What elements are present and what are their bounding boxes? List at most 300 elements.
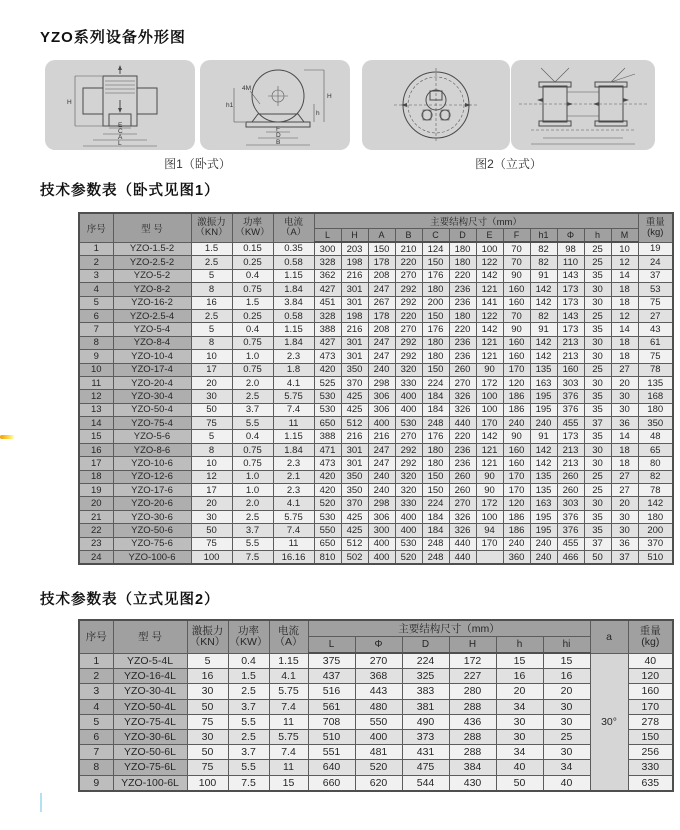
- dimension-cell: 160: [503, 296, 530, 309]
- dimension-cell: 320: [395, 484, 422, 497]
- dimension-cell: 425: [341, 510, 368, 523]
- dimension-cell: 90: [503, 269, 530, 282]
- power-cell: 7.5: [228, 775, 269, 791]
- force-cell: 75: [191, 537, 232, 550]
- dimension-cell: 247: [368, 443, 395, 456]
- dimension-cell: 18: [611, 283, 638, 296]
- dimension-cell: 375: [308, 653, 355, 669]
- dimension-cell: 236: [449, 443, 476, 456]
- figure2-top-drawing: [362, 60, 510, 150]
- power-cell: 2.5: [228, 729, 269, 744]
- dimension-cell: 163: [530, 376, 557, 389]
- current-cell: 2.3: [273, 350, 314, 363]
- dim-col-header: h1: [530, 229, 557, 243]
- dim-col-header: Φ: [355, 637, 402, 654]
- dimension-cell: 292: [395, 296, 422, 309]
- dimension-cell: 20: [496, 684, 543, 699]
- table-row: [79, 283, 673, 296]
- model-cell: YZO-50-4: [113, 403, 191, 416]
- weight-cell: 48: [638, 430, 673, 443]
- current-cell: 7.4: [273, 403, 314, 416]
- weight-cell: 142: [638, 497, 673, 510]
- dimension-cell: 530: [395, 417, 422, 430]
- dimension-cell: 376: [557, 403, 584, 416]
- table-row: [79, 323, 673, 336]
- weight-cell: 43: [638, 323, 673, 336]
- dimension-cell: 100: [476, 390, 503, 403]
- dimension-cell: 25: [584, 484, 611, 497]
- dimension-cell: 270: [355, 653, 402, 669]
- dimension-cell: 186: [503, 403, 530, 416]
- dimension-cell: 135: [530, 363, 557, 376]
- dimension-cell: 30: [584, 296, 611, 309]
- dimension-cell: 240: [368, 484, 395, 497]
- row-number-cell: 7: [79, 745, 113, 760]
- dimension-cell: 520: [395, 550, 422, 564]
- current-cell: 11: [273, 537, 314, 550]
- force-cell: 75: [191, 417, 232, 430]
- dimension-cell: 247: [368, 283, 395, 296]
- dimension-cell: 142: [530, 296, 557, 309]
- dimension-cell: 36: [611, 537, 638, 550]
- dimension-cell: 142: [476, 430, 503, 443]
- table-row: [79, 296, 673, 309]
- table-row: [79, 430, 673, 443]
- dimension-cell: 30: [584, 336, 611, 349]
- horizontal-params-table: [78, 212, 674, 565]
- dimension-cell: 16: [496, 669, 543, 684]
- table-row: [79, 497, 673, 510]
- table-row: [79, 684, 673, 699]
- figure1-horizontal-end-view: [200, 60, 350, 150]
- dimension-cell: 376: [557, 510, 584, 523]
- dimension-cell: 70: [503, 256, 530, 269]
- dimension-cell: 301: [341, 457, 368, 470]
- dim-label-E: E: [118, 122, 123, 129]
- dimension-cell: 240: [530, 550, 557, 564]
- dimension-cell: 91: [530, 323, 557, 336]
- dim-col-header: L: [314, 229, 341, 243]
- dimension-cell: 240: [368, 470, 395, 483]
- dimension-cell: 180: [422, 443, 449, 456]
- dimension-cell: 370: [341, 376, 368, 389]
- dimension-cell: 660: [308, 775, 355, 791]
- section1-title: 技术参数表（卧式见图1）: [40, 183, 220, 199]
- dimension-cell: 173: [557, 283, 584, 296]
- dimension-cell: 30: [584, 443, 611, 456]
- row-number-cell: 20: [79, 497, 113, 510]
- dimension-cell: 473: [314, 350, 341, 363]
- dimension-cell: 90: [476, 470, 503, 483]
- dimension-cell: 220: [395, 256, 422, 269]
- dimension-cell: 213: [557, 350, 584, 363]
- model-cell: YZO-30-6L: [113, 729, 187, 744]
- dimension-cell: 303: [557, 376, 584, 389]
- row-number-cell: 10: [79, 363, 113, 376]
- dimension-cell: 213: [557, 443, 584, 456]
- dimension-cell: 326: [449, 524, 476, 537]
- dimension-cell: 186: [503, 524, 530, 537]
- dimension-cell: 18: [611, 296, 638, 309]
- dimension-cell: 27: [611, 484, 638, 497]
- dimension-cell: 440: [449, 537, 476, 550]
- dimension-cell: 176: [422, 323, 449, 336]
- dimension-cell: 18: [611, 457, 638, 470]
- dimension-cell: 425: [341, 390, 368, 403]
- dimension-cell: 510: [308, 729, 355, 744]
- dimension-cell: 120: [503, 497, 530, 510]
- dimension-cell: 240: [530, 417, 557, 430]
- dimension-cell: 37: [611, 550, 638, 564]
- dimension-cell: 94: [476, 524, 503, 537]
- table-row: [79, 256, 673, 269]
- dimension-cell: 184: [422, 390, 449, 403]
- dimension-cell: 306: [368, 403, 395, 416]
- dimension-cell: 176: [422, 269, 449, 282]
- force-cell: 1.5: [191, 242, 232, 256]
- dimension-cell: 30: [584, 283, 611, 296]
- page-title: YZO系列设备外形图: [40, 29, 186, 46]
- dimension-cell: 328: [314, 256, 341, 269]
- dimension-cell: 12: [611, 309, 638, 322]
- weight-cell: 61: [638, 336, 673, 349]
- dimension-cell: 180: [449, 309, 476, 322]
- dimension-cell: 550: [355, 714, 402, 729]
- dimension-cell: 30: [543, 745, 590, 760]
- table-row: [79, 363, 673, 376]
- dimension-cell: 325: [402, 669, 449, 684]
- row-number-cell: 14: [79, 417, 113, 430]
- dim-label-H: H: [67, 99, 72, 106]
- dimension-cell: 455: [557, 417, 584, 430]
- model-cell: YZO-1.5-2: [113, 242, 191, 256]
- dimension-cell: 16: [543, 669, 590, 684]
- dimension-cell: 30: [496, 729, 543, 744]
- dim-col-header: h: [584, 229, 611, 243]
- weight-cell: 27: [638, 309, 673, 322]
- dimension-cell: 40: [543, 775, 590, 791]
- table-row: [79, 484, 673, 497]
- dimension-cell: 170: [503, 363, 530, 376]
- table-row: [79, 510, 673, 523]
- power-cell: 5.5: [232, 537, 273, 550]
- dimension-cell: 260: [449, 484, 476, 497]
- row-number-cell: 11: [79, 376, 113, 389]
- table-row: [79, 524, 673, 537]
- col-header-angle: a: [590, 620, 628, 653]
- dimension-cell: 40: [496, 760, 543, 775]
- power-cell: 1.0: [232, 484, 273, 497]
- dimension-cell: 473: [314, 457, 341, 470]
- dimension-cell: 248: [422, 417, 449, 430]
- dimension-cell: 280: [449, 684, 496, 699]
- col-header-power: 功率 （KW）: [232, 213, 273, 242]
- dimension-cell: 384: [449, 760, 496, 775]
- weight-cell: 168: [638, 390, 673, 403]
- current-cell: 1.84: [273, 336, 314, 349]
- dimension-cell: 90: [476, 484, 503, 497]
- table-row: [79, 714, 673, 729]
- dimension-cell: 50: [584, 550, 611, 564]
- dimension-cell: 14: [611, 269, 638, 282]
- dimension-cell: 350: [341, 470, 368, 483]
- dimension-cell: 520: [355, 760, 402, 775]
- dimension-cell: 124: [422, 242, 449, 256]
- dim-label-h: h: [316, 110, 320, 117]
- current-cell: 16.16: [273, 550, 314, 564]
- figure1-horizontal-side-view: [45, 60, 195, 150]
- dimension-cell: 620: [355, 775, 402, 791]
- dimension-cell: 180: [422, 336, 449, 349]
- dimension-cell: 370: [341, 497, 368, 510]
- dimension-cell: 82: [530, 242, 557, 256]
- dimension-cell: 650: [314, 537, 341, 550]
- weight-cell: 200: [638, 524, 673, 537]
- stray-mark-blue: [40, 793, 42, 812]
- weight-cell: 180: [638, 510, 673, 523]
- weight-cell: 170: [628, 699, 673, 714]
- force-cell: 17: [191, 484, 232, 497]
- model-cell: YZO-20-4: [113, 376, 191, 389]
- dimension-cell: 121: [476, 283, 503, 296]
- dimension-cell: 298: [368, 376, 395, 389]
- col-header-model: 型 号: [113, 620, 187, 653]
- power-cell: 2.5: [232, 390, 273, 403]
- dim-label-4M: 4M: [242, 85, 252, 92]
- table-row: [79, 417, 673, 430]
- dimension-cell: 306: [368, 390, 395, 403]
- current-cell: 1.84: [273, 443, 314, 456]
- model-cell: YZO-16-4L: [113, 669, 187, 684]
- dimension-cell: 373: [402, 729, 449, 744]
- model-cell: YZO-50-6L: [113, 745, 187, 760]
- power-cell: 3.7: [228, 699, 269, 714]
- table-row: [79, 269, 673, 282]
- table-row: [79, 653, 673, 669]
- model-cell: YZO-10-6: [113, 457, 191, 470]
- dimension-cell: 420: [314, 484, 341, 497]
- weight-cell: 120: [628, 669, 673, 684]
- table-row: [79, 729, 673, 744]
- dimension-cell: 512: [341, 417, 368, 430]
- dimension-cell: 288: [449, 729, 496, 744]
- table-row: [79, 336, 673, 349]
- power-cell: 0.4: [228, 653, 269, 669]
- dimension-cell: 300: [314, 242, 341, 256]
- force-cell: 2.5: [191, 256, 232, 269]
- model-cell: YZO-30-6: [113, 510, 191, 523]
- dimension-cell: 14: [611, 430, 638, 443]
- dimension-cell: 425: [341, 403, 368, 416]
- dimension-cell: 530: [314, 390, 341, 403]
- dimension-cell: 186: [503, 390, 530, 403]
- dimension-cell: 35: [584, 323, 611, 336]
- row-number-cell: 23: [79, 537, 113, 550]
- current-cell: 1.84: [273, 283, 314, 296]
- dimension-cell: 160: [503, 283, 530, 296]
- weight-cell: 160: [628, 684, 673, 699]
- dimension-cell: 143: [557, 269, 584, 282]
- dimension-cell: 180: [422, 283, 449, 296]
- col-header-dimensions: 主要结构尺寸（mm）: [308, 620, 590, 637]
- current-cell: 7.4: [269, 699, 308, 714]
- current-cell: 7.4: [269, 745, 308, 760]
- power-cell: 3.7: [232, 403, 273, 416]
- model-cell: YZO-75-6: [113, 537, 191, 550]
- dimension-cell: 270: [395, 430, 422, 443]
- current-cell: 1.15: [273, 269, 314, 282]
- dimension-cell: 35: [584, 510, 611, 523]
- dimension-cell: 120: [503, 376, 530, 389]
- col-header-no: 序号: [79, 213, 113, 242]
- dimension-cell: 37: [584, 417, 611, 430]
- row-number-cell: 17: [79, 457, 113, 470]
- dimension-cell: 110: [557, 256, 584, 269]
- dimension-cell: 30: [584, 497, 611, 510]
- dimension-cell: 466: [557, 550, 584, 564]
- dimension-cell: 18: [611, 336, 638, 349]
- model-cell: YZO-8-4: [113, 336, 191, 349]
- row-number-cell: 16: [79, 443, 113, 456]
- current-cell: 5.75: [269, 729, 308, 744]
- dimension-cell: 298: [368, 497, 395, 510]
- dimension-cell: 180: [449, 242, 476, 256]
- dimension-cell: 142: [530, 336, 557, 349]
- weight-cell: 37: [638, 269, 673, 282]
- current-cell: 11: [273, 417, 314, 430]
- dimension-cell: 160: [503, 443, 530, 456]
- dimension-cell: 170: [476, 537, 503, 550]
- dimension-cell: 30: [611, 403, 638, 416]
- dimension-cell: 210: [395, 242, 422, 256]
- col-header-dimensions: 主要结构尺寸（mm）: [314, 213, 638, 229]
- dimension-cell: 376: [557, 524, 584, 537]
- model-cell: YZO-100-6L: [113, 775, 187, 791]
- row-number-cell: 4: [79, 699, 113, 714]
- dimension-cell: 220: [449, 323, 476, 336]
- dimension-cell: 240: [368, 363, 395, 376]
- weight-cell: 350: [638, 417, 673, 430]
- weight-cell: 256: [628, 745, 673, 760]
- figure2-vertical-top-view: [362, 60, 510, 150]
- dimension-cell: 270: [449, 376, 476, 389]
- dimension-cell: 420: [314, 470, 341, 483]
- table-row: [79, 390, 673, 403]
- force-cell: 17: [191, 363, 232, 376]
- dimension-cell: 400: [368, 550, 395, 564]
- force-cell: 5: [187, 653, 228, 669]
- row-number-cell: 22: [79, 524, 113, 537]
- dimension-cell: 180: [422, 350, 449, 363]
- dimension-cell: 195: [530, 524, 557, 537]
- dimension-cell: 30: [584, 350, 611, 363]
- model-cell: YZO-2.5-2: [113, 256, 191, 269]
- dimension-cell: 240: [503, 537, 530, 550]
- power-cell: 0.75: [232, 283, 273, 296]
- dimension-cell: 172: [476, 497, 503, 510]
- dim-col-header: hi: [543, 637, 590, 654]
- current-cell: 4.1: [269, 669, 308, 684]
- dimension-cell: 301: [341, 283, 368, 296]
- dimension-cell: 195: [530, 403, 557, 416]
- dim-col-header: C: [422, 229, 449, 243]
- power-cell: 1.0: [232, 350, 273, 363]
- dimension-cell: 25: [543, 729, 590, 744]
- dimension-cell: 288: [449, 699, 496, 714]
- dimension-cell: 267: [368, 296, 395, 309]
- dimension-cell: 184: [422, 403, 449, 416]
- dimension-cell: 400: [355, 729, 402, 744]
- dimension-cell: 30: [611, 524, 638, 537]
- dimension-cell: 150: [422, 484, 449, 497]
- dimension-cell: 25: [584, 309, 611, 322]
- dimension-cell: 530: [395, 537, 422, 550]
- dimension-cell: 216: [341, 430, 368, 443]
- dimension-cell: 436: [449, 714, 496, 729]
- current-cell: 2.1: [273, 470, 314, 483]
- col-header-current: 电流 （A）: [269, 620, 308, 653]
- dimension-cell: 30: [584, 457, 611, 470]
- dimension-cell: 306: [368, 510, 395, 523]
- power-cell: 0.75: [232, 443, 273, 456]
- dimension-cell: 220: [395, 309, 422, 322]
- dimension-cell: 248: [422, 537, 449, 550]
- figure1-end-drawing: [200, 60, 350, 150]
- current-cell: 11: [269, 760, 308, 775]
- dimension-cell: 91: [530, 430, 557, 443]
- col-header-model: 型 号: [113, 213, 191, 242]
- weight-cell: 278: [628, 714, 673, 729]
- dimension-cell: 512: [341, 537, 368, 550]
- col-header-force: 激振力 （KN）: [191, 213, 232, 242]
- dimension-cell: 82: [530, 309, 557, 322]
- dimension-cell: 173: [557, 323, 584, 336]
- row-number-cell: 18: [79, 470, 113, 483]
- force-cell: 50: [187, 745, 228, 760]
- figure2-vertical-side-view: [511, 60, 655, 150]
- model-cell: YZO-75-4: [113, 417, 191, 430]
- dim-col-header: D: [402, 637, 449, 654]
- power-cell: 1.0: [232, 470, 273, 483]
- section2-title: 技术参数表（立式见图2）: [40, 592, 220, 608]
- dimension-cell: 455: [557, 537, 584, 550]
- force-cell: 75: [187, 760, 228, 775]
- force-cell: 8: [191, 336, 232, 349]
- col-header-weight: 重量 (kg): [638, 213, 673, 242]
- force-cell: 20: [191, 497, 232, 510]
- current-cell: 1.15: [273, 430, 314, 443]
- dimension-cell: 34: [496, 745, 543, 760]
- dimension-cell: 525: [314, 376, 341, 389]
- dimension-cell: 180: [449, 256, 476, 269]
- col-header-weight: 重量 (kg): [628, 620, 673, 653]
- dimension-cell: 142: [476, 269, 503, 282]
- dimension-cell: 388: [314, 430, 341, 443]
- stray-mark-yellow: [0, 435, 15, 439]
- force-cell: 8: [191, 283, 232, 296]
- weight-cell: 180: [638, 403, 673, 416]
- dimension-cell: 173: [557, 430, 584, 443]
- force-cell: 5: [191, 323, 232, 336]
- vertical-params-table: [78, 619, 674, 792]
- dimension-cell: 178: [368, 256, 395, 269]
- dimension-cell: 122: [476, 309, 503, 322]
- dimension-cell: 550: [314, 524, 341, 537]
- dimension-cell: 150: [422, 470, 449, 483]
- weight-cell: 65: [638, 443, 673, 456]
- dimension-cell: 135: [530, 470, 557, 483]
- force-cell: 100: [187, 775, 228, 791]
